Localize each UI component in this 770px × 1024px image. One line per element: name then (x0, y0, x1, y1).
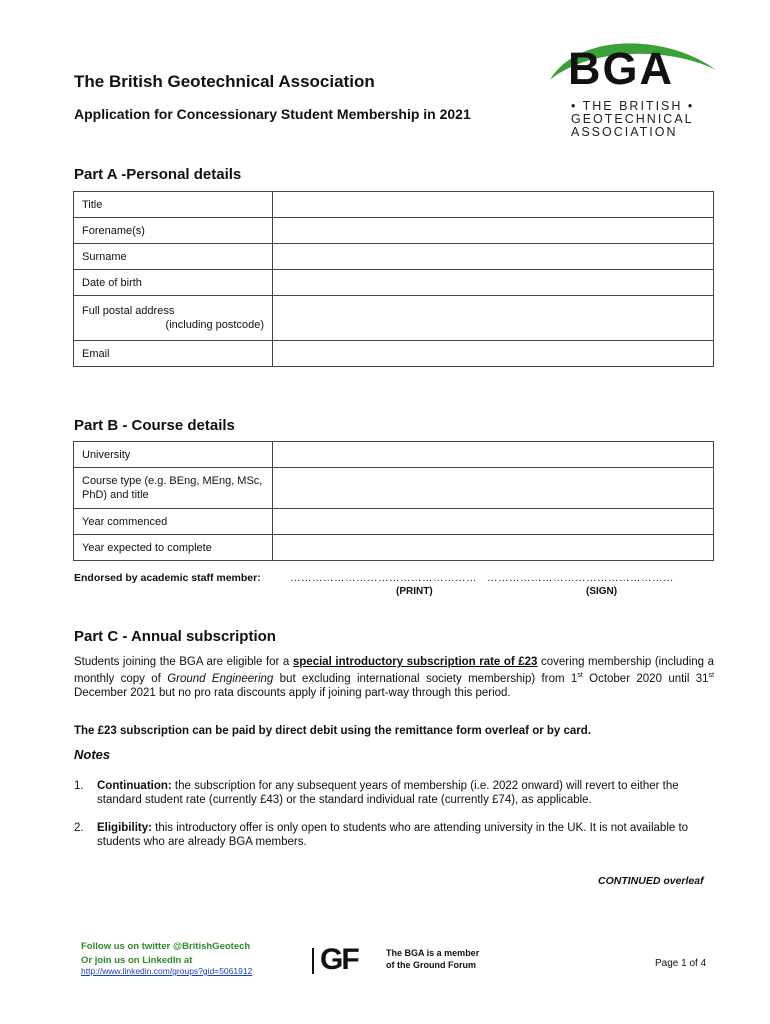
table-row (74, 442, 714, 468)
ground-forum-text (386, 947, 479, 971)
part-a-heading: Part A -Personal details (74, 166, 242, 183)
note-text: this introductory offer is only open to students who are attending university in the UK. It is not available to students who are already BGA members. (97, 822, 689, 848)
bga-logo (548, 40, 720, 98)
title-field[interactable] (273, 192, 714, 218)
table-row (74, 192, 714, 218)
note-eligibility (74, 821, 714, 849)
title-label: Title (74, 192, 273, 218)
notes-heading: Notes (74, 747, 111, 762)
payment-note: The £23 subscription can be paid by direct debit using the remittance form overleaf or by card. (74, 725, 591, 737)
forename-field[interactable] (273, 218, 714, 244)
year-commenced-label: Year commenced (74, 509, 273, 535)
dob-label: Date of birth (74, 270, 273, 296)
logo-line-2: GEOTECHNICAL (571, 112, 694, 126)
table-row (74, 509, 714, 535)
page-number: Page 1 of 4 (655, 958, 707, 969)
university-label: University (74, 442, 273, 468)
table-row (74, 244, 714, 270)
print-caption: (PRINT) (396, 586, 433, 597)
note-text: the subscription for any subsequent years of membership (i.e. 2022 onward) will revert to either the standard student rate (currently £43) or the standard individual rate (currently £74), as applicable. (97, 780, 679, 806)
table-row (74, 468, 714, 509)
address-sublabel: (including postcode) (165, 319, 264, 331)
logo-line-1: • THE BRITISH • (571, 99, 695, 113)
gf-letters: GF (320, 943, 358, 976)
continued-overleaf: CONTINUED overleaf (598, 875, 704, 887)
course-type-label: Course type (e.g. BEng, MEng, MSc, PhD) and title (74, 468, 273, 509)
part-c-heading: Part C - Annual subscription (74, 628, 276, 645)
note-title: Eligibility: (97, 822, 152, 834)
logo-subtitle (571, 100, 694, 139)
print-name-line[interactable]: …………………………………………… (290, 572, 477, 584)
surname-label: Surname (74, 244, 273, 270)
para-text-c: but excluding international society membership) from 1 (273, 672, 578, 685)
gf-text-line-2: of the Ground Forum (386, 960, 476, 970)
note-body (97, 821, 714, 849)
part-b-heading: Part B - Course details (74, 417, 235, 434)
sign-caption: (SIGN) (586, 586, 618, 597)
course-type-field[interactable] (273, 468, 714, 509)
sup-st-2: st (708, 672, 715, 679)
para-text-b: covering membership (including a monthly copy of (74, 656, 715, 685)
personal-details-table (73, 191, 714, 367)
note-number: 1. (74, 780, 84, 792)
sup-st-1: st (577, 672, 583, 679)
table-row (74, 535, 714, 561)
social-links (81, 940, 250, 968)
ground-forum-logo (312, 944, 372, 978)
linkedin-text: Or join us on LinkedIn at (81, 955, 193, 966)
gf-text-line-1: The BGA is a member (386, 948, 480, 958)
table-row (74, 296, 714, 341)
para-text-d: October 2020 until 31 (582, 672, 709, 685)
logo-letters: BGA (568, 43, 674, 94)
address-label-cell (74, 296, 273, 341)
special-rate-text: special introductory subscription rate of £23 (292, 656, 538, 668)
signature-line[interactable]: …………………………………………… (487, 572, 674, 584)
note-body (97, 779, 714, 807)
dob-field[interactable] (273, 270, 714, 296)
surname-field[interactable] (273, 244, 714, 270)
year-commenced-field[interactable] (273, 509, 714, 535)
note-number: 2. (74, 822, 84, 834)
gf-bar (312, 948, 318, 974)
ground-engineering-text: Ground Engineering (167, 672, 274, 685)
linkedin-link[interactable]: http://www.linkedin.com/groups?gid=5061912 (81, 966, 253, 976)
year-complete-label: Year expected to complete (74, 535, 273, 561)
table-row (74, 341, 714, 367)
email-field[interactable] (273, 341, 714, 367)
note-continuation (74, 779, 714, 807)
para-text-e: December 2021 but no pro rata discounts apply if joining part-way through this period. (74, 686, 511, 699)
note-title: Continuation: (97, 780, 172, 792)
application-title: Application for Concessionary Student Membership in 2021 (74, 106, 471, 122)
endorse-label: Endorsed by academic staff member: (74, 572, 261, 584)
year-complete-field[interactable] (273, 535, 714, 561)
table-row (74, 270, 714, 296)
forename-label: Forename(s) (74, 218, 273, 244)
address-field[interactable] (273, 296, 714, 341)
twitter-text[interactable]: Follow us on twitter @BritishGeotech (81, 941, 251, 952)
email-label: Email (74, 341, 273, 367)
subscription-paragraph (74, 655, 714, 700)
para-text-a: Students joining the BGA are eligible for a (74, 656, 293, 668)
course-details-table (73, 441, 714, 561)
org-title: The British Geotechnical Association (74, 72, 375, 91)
address-label: Full postal address (82, 305, 175, 317)
table-row (74, 218, 714, 244)
university-field[interactable] (273, 442, 714, 468)
logo-line-3: ASSOCIATION (571, 125, 678, 139)
